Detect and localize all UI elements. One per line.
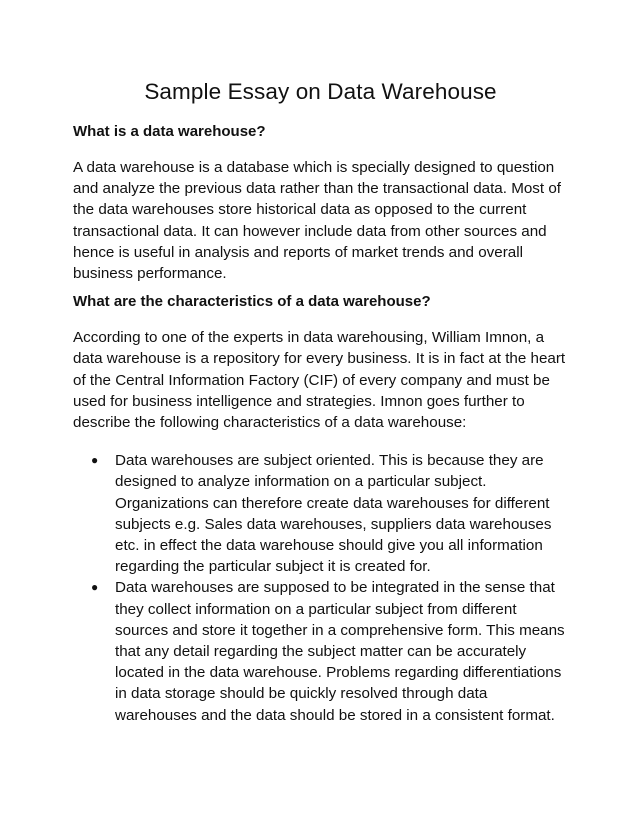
bullet-icon: ● [91,453,99,468]
section-heading-characteristics: What are the characteristics of a data warehouse? [73,293,431,311]
section-paragraph-characteristics: According to one of the experts in data warehousing, William Imnon, a data warehouse is a repository for every business. It is in fact at the heart of the Central Information Factory (CIF) of every company and must be used for business intelligence and strategies. Imnon goes further to describe the following characteristics of a data warehouse: [73,329,566,432]
list-item [73,450,568,577]
characteristics-list [73,450,568,726]
list-item-text: Data warehouses are supposed to be integrated in the sense that they collect information on a particular subject from different sources and store it together in a comprehensive form. This means that any detail regarding the subject matter can be accurately located in the data warehouse. Problems regarding differentiations in data storage should be quickly resolved through data warehouses and the data should be stored in a consistent format. [115,579,565,724]
bullet-icon: ● [91,580,99,595]
section-paragraph-definition: A data warehouse is a database which is specially designed to question and analyze the previous data rather than the transactional data. Most of the data warehouses store historical data as opposed to the current transactional data. It can however include data from other sources and hence is useful in analysis and reports of market trends and overall business performance. [73,159,561,283]
section-heading-definition: What is a data warehouse? [73,123,266,140]
list-item-text: Data warehouses are subject oriented. This is because they are designed to analyze information on a particular subject. Organizations can therefore create data warehouses for different subjects e.g. Sales data warehouses, suppliers data warehouses etc. in effect the data warehouse should give you all information regarding the particular subject it is created for. [115,452,552,576]
list-item [73,577,568,725]
document-title: Sample Essay on Data Warehouse [144,79,497,104]
